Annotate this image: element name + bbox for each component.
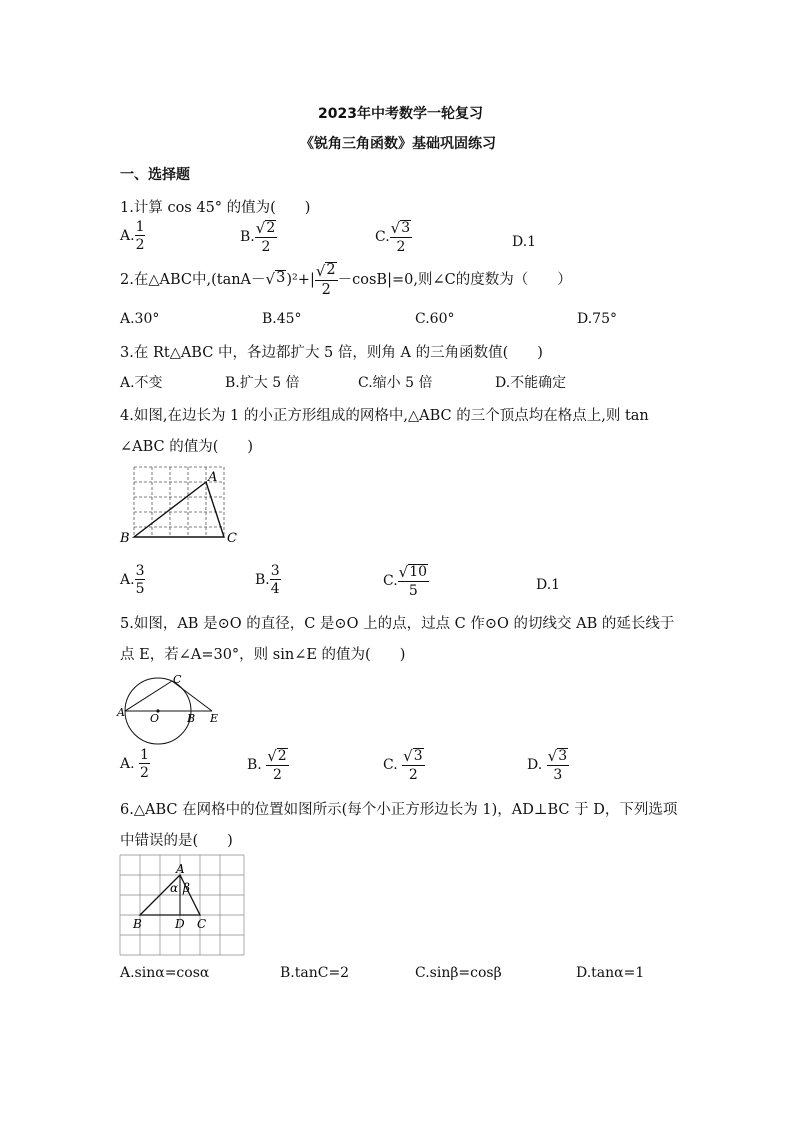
q5-label-b: B xyxy=(187,712,196,725)
q6-label-beta: β xyxy=(183,881,190,895)
title-line-2: 《锐角三角函数》基础巩固练习 xyxy=(300,136,496,152)
q4-label-c: C xyxy=(227,531,237,546)
q6-option-d: D.tanα=1 xyxy=(576,965,645,981)
q6-option-c: C.sinβ=cosβ xyxy=(415,965,502,981)
question-1-stem: 1.计算 cos 45° 的值为( ) xyxy=(120,200,311,216)
q6-label-b: B xyxy=(133,917,142,931)
q6-option-a: A.sinα=cosα xyxy=(120,965,210,981)
q3-option-d: D.不能确定 xyxy=(495,375,567,391)
q5-label-c: C xyxy=(173,673,182,686)
q6-grid-figure xyxy=(118,853,248,959)
q6-label-alpha: α xyxy=(170,881,179,895)
q2-option-a: A.30° xyxy=(120,311,160,327)
question-5-stem-line-2: 点 E，若∠A=30°，则 sin∠E 的值为( ) xyxy=(120,647,406,663)
q4-option-a: A. $\frac{3}{5}$ xyxy=(120,563,145,597)
q5-option-a: A. $\frac{1}{2}$ xyxy=(120,747,149,781)
q3-option-a: A.不变 xyxy=(120,375,163,391)
q4-label-a: A xyxy=(208,470,218,485)
question-3-stem: 3.在 Rt△ABC 中，各边都扩大 5 倍，则角 A 的三角函数值( ) xyxy=(120,345,543,361)
q2-option-c: C.60° xyxy=(415,311,455,327)
q1-option-a: A. $\frac{1}{2}$ xyxy=(120,219,145,253)
q2-option-b: B.45° xyxy=(262,311,302,327)
q6-label-a: A xyxy=(176,862,185,876)
q4-triangle-abc xyxy=(134,482,224,537)
q1-option-d: D.1 xyxy=(512,234,537,250)
question-2-stem: 2.在△ABC中,(tanA－ √ 3 )²+| √ 2 2 －cosB|=0,则∠C的度数为（ ） xyxy=(120,261,572,299)
q3-option-c: C.缩小 5 倍 xyxy=(358,375,433,391)
q2-option-d: D.75° xyxy=(577,311,617,327)
question-6-stem-line-1: 6.△ABC 在网格中的位置如图所示(每个小正方形边长为 1)，AD⊥BC 于 D，下列选项 xyxy=(120,802,678,818)
q5-circle-figure xyxy=(116,672,226,752)
q4-label-b: B xyxy=(120,531,130,546)
q1-option-c: C. √ 3 2 xyxy=(375,219,411,256)
q5-option-c: C. √ 3 2 xyxy=(383,747,423,784)
q4-option-c: C. √ 10 5 xyxy=(383,563,428,600)
q4-option-d: D.1 xyxy=(536,577,561,593)
q1-option-b: B. √ 2 2 xyxy=(240,219,276,256)
section-heading: 一、选择题 xyxy=(120,167,190,183)
q5-label-a: A xyxy=(117,706,125,719)
q6-option-b: B.tanC=2 xyxy=(280,965,350,981)
q6-label-c: C xyxy=(197,917,207,931)
question-4-stem-line-1: 4.如图,在边长为 1 的小正方形组成的网格中,△ABC 的三个顶点均在格点上,则 tan xyxy=(120,408,649,424)
q6-label-d: D xyxy=(175,917,185,931)
q3-option-b: B.扩大 5 倍 xyxy=(225,375,300,391)
question-4-stem-line-2: ∠ABC 的值为( ) xyxy=(120,439,254,455)
q5-label-o: O xyxy=(150,712,160,725)
q5-option-d: D. √ 3 3 xyxy=(527,747,568,784)
q4-grid-figure xyxy=(118,463,243,548)
question-5-stem-line-1: 5.如图，AB 是⊙O 的直径，C 是⊙O 上的点，过点 C 作⊙O 的切线交 AB 的延长线于 xyxy=(120,616,675,632)
q5-option-b: B. √ 2 2 xyxy=(247,747,287,784)
title-line-1: 2023年中考数学一轮复习 xyxy=(318,106,483,122)
question-6-stem-line-2: 中错误的是( ) xyxy=(120,833,233,849)
q5-label-e: E xyxy=(210,712,219,725)
q5-chord-ac xyxy=(125,681,172,711)
q4-option-b: B. $\frac{3}{4}$ xyxy=(255,563,280,597)
